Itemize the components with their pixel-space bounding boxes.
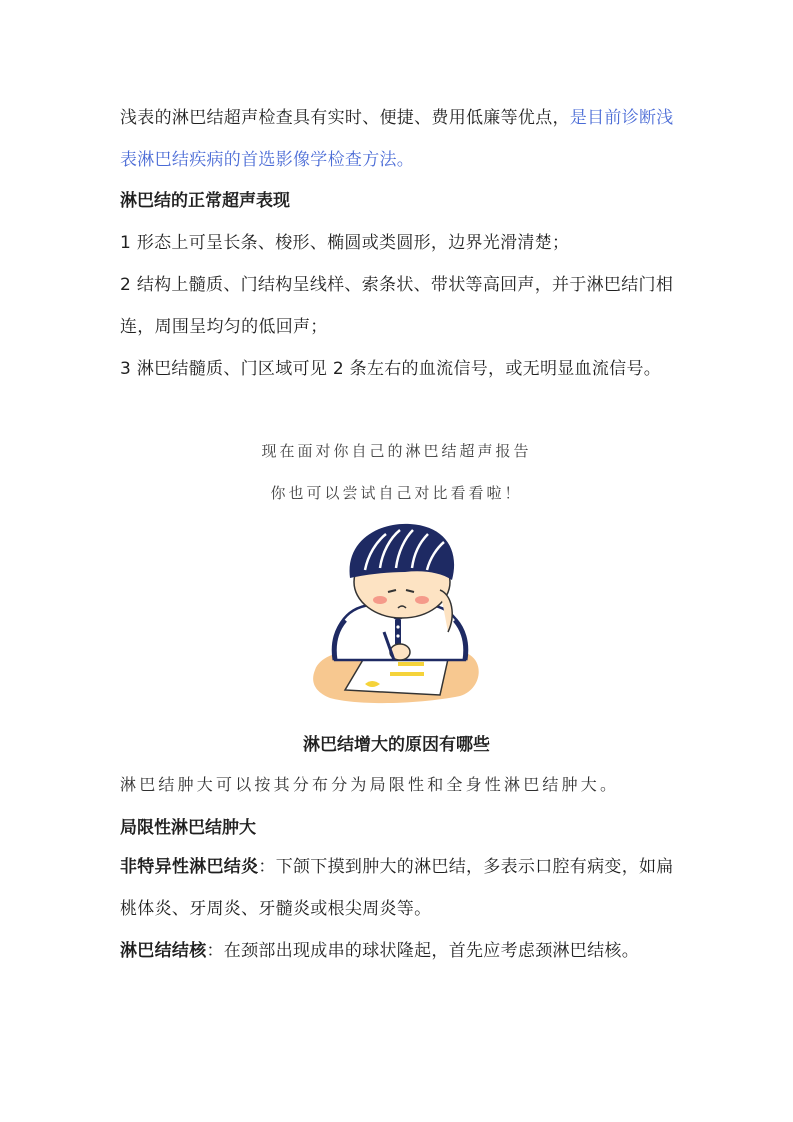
normal-item-3: 3 淋巴结髓质、门区域可见 2 条左右的血流信号，或无明显血流信号。 <box>120 359 662 379</box>
prompt-line-1: 现在面对你自己的淋巴结超声报告 <box>261 442 532 460</box>
local-item-1-term: 非特异性淋巴结炎 <box>120 857 259 877</box>
normal-findings-heading: 淋巴结的正常超声表现 <box>120 191 290 211</box>
local-enlargement-heading: 局限性淋巴结肿大 <box>120 818 256 838</box>
intro-text: 浅表的淋巴结超声检查具有实时、便捷、费用低廉等优点， <box>120 108 570 128</box>
local-item-1-text: ：下颌下摸到肿大的淋巴结，多表示口腔有病变，如扁桃体炎、牙周炎、牙髓炎或根尖周炎等。 <box>120 857 674 919</box>
local-item-2-text: ：在颈部出现成串的球状隆起，首先应考虑颈淋巴结核。 <box>206 941 639 961</box>
hair <box>350 524 455 580</box>
intro-paragraph <box>120 97 680 181</box>
intro-highlight-text: 是目前诊断浅表淋巴结疾病的首选影像学检查方法。 <box>120 108 674 170</box>
normal-item-1: 1 形态上可呈长条、梭形、椭圆或类圆形，边界光滑清楚； <box>120 233 570 253</box>
causes-summary: 淋巴结肿大可以按其分布分为局限性和全身性淋巴结肿大。 <box>120 775 620 794</box>
local-item-1 <box>120 846 680 930</box>
local-item-2 <box>120 930 680 972</box>
local-item-2-term: 淋巴结结核 <box>120 941 207 961</box>
prompt-line-2: 你也可以尝试自己对比看看啦！ <box>270 484 523 502</box>
student-writing-illustration <box>310 520 485 705</box>
causes-heading: 淋巴结增大的原因有哪些 <box>303 735 490 755</box>
normal-item-2: 2 结构上髓质、门结构呈线样、索条状、带状等高回声，并于淋巴结门相连，周围呈均匀的低回声； <box>120 275 674 337</box>
